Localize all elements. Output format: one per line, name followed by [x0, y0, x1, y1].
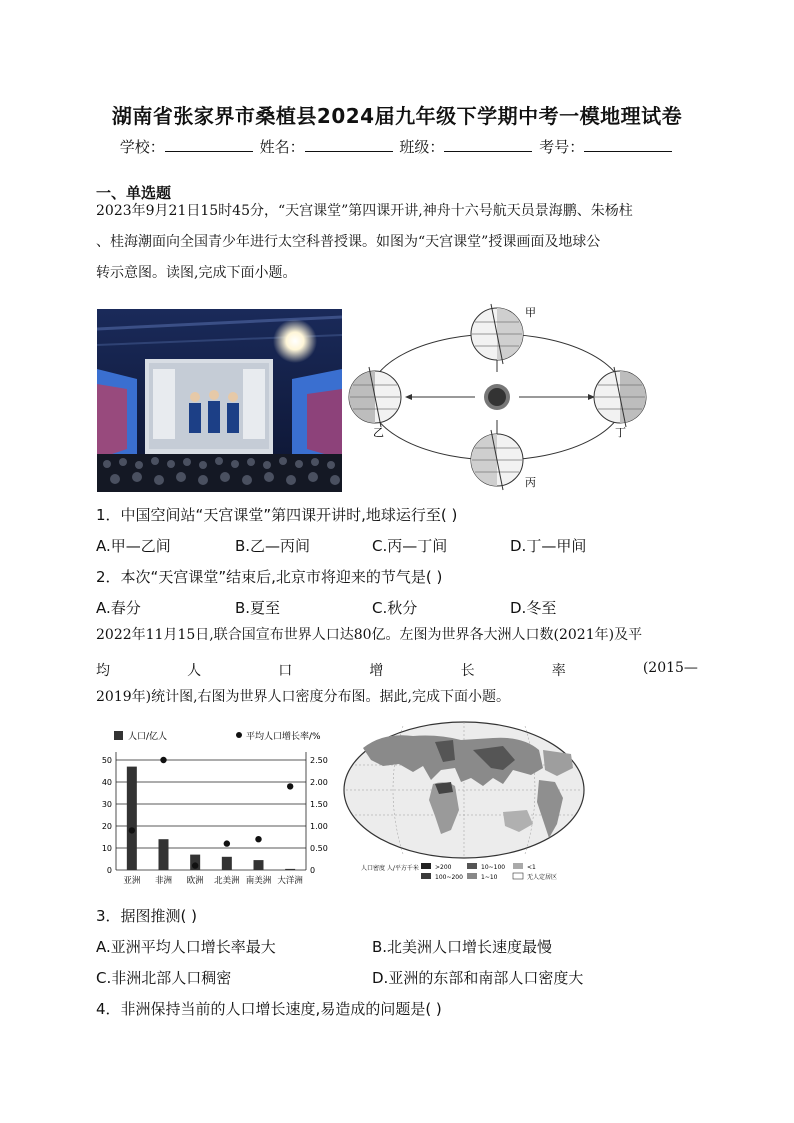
earth-ding-icon: [594, 367, 646, 427]
y-right-tick-label: 2.50: [310, 756, 328, 765]
name-blank[interactable]: [305, 137, 393, 152]
passage-2-word: 口: [278, 663, 293, 679]
q3-option-c[interactable]: C.非洲北部人口稠密: [96, 969, 232, 987]
q1-option-d[interactable]: D.丁—甲间: [510, 537, 587, 555]
population-chart: [94, 724, 342, 894]
legend-point-label: 平均人口增长率/%: [246, 732, 321, 742]
y-right-tick-label: 2.00: [310, 778, 328, 787]
name-label: 姓名：: [259, 138, 305, 156]
world-population-density-map: [343, 720, 585, 893]
x-category-label: 非洲: [154, 876, 173, 886]
q1-option-b[interactable]: B.乙—丙间: [235, 537, 311, 555]
q2-option-d[interactable]: D.冬至: [510, 599, 557, 617]
school-label: 学校：: [119, 138, 165, 156]
passage-2-line2: [96, 660, 698, 680]
y-right-tick-label: 0.50: [310, 844, 328, 853]
x-category-label: 北美洲: [214, 876, 240, 886]
map-legend-item: 10~100: [481, 864, 506, 871]
class-blank[interactable]: [444, 137, 532, 152]
student-info-line: [0, 136, 794, 157]
x-category-label: 欧洲: [186, 876, 204, 886]
passage-1-line1: 2023年9月21日15时45分，“天宫课堂”第四课开讲,神舟十六号航天员景海鹏、朱杨柱: [96, 203, 633, 219]
earth-bing-icon: [471, 430, 523, 490]
passage-2-word: 增: [369, 663, 384, 679]
data-point: [287, 783, 293, 789]
x-category-label: 亚洲: [123, 876, 141, 886]
legend-swatch: [421, 873, 431, 879]
question-2-stem: 2．本次“天宫课堂”结束后,北京市将迎来的节气是( ): [96, 568, 443, 586]
earth-revolution-diagram: [345, 302, 650, 494]
data-point: [192, 862, 198, 868]
y-left-tick-label: 40: [101, 778, 112, 787]
legend-point-swatch: [236, 732, 242, 738]
tiangong-classroom-photo: [97, 309, 342, 492]
legend-bar-label: 人口/亿人: [128, 732, 168, 742]
label-yi: 乙: [373, 426, 384, 439]
map-legend: [361, 863, 557, 881]
question-4-stem: 4．非洲保持当前的人口增长速度,易造成的问题是( ): [96, 1000, 442, 1018]
x-category-label: 南美洲: [245, 876, 272, 886]
bar: [285, 869, 295, 870]
passage-2-line3: 2019年)统计图,右图为世界人口密度分布图。据此,完成下面小题。: [96, 689, 510, 705]
exam-title: 湖南省张家界市桑植县2024届九年级下学期中考一模地理试卷: [111, 104, 683, 128]
school-blank[interactable]: [165, 137, 253, 152]
legend-swatch: [513, 863, 523, 869]
label-bing: 丙: [525, 476, 536, 489]
sun-icon: [484, 384, 510, 410]
y-left-tick-label: 0: [106, 866, 112, 875]
data-point: [224, 840, 230, 846]
bar: [127, 767, 137, 870]
q2-option-b[interactable]: B.夏至: [235, 599, 281, 617]
number-label: 考号：: [539, 138, 585, 156]
passage-2-word: 率: [551, 663, 566, 679]
passage-1-line2: 、桂海潮面向全国青少年进行太空科普授课。如图为“天宫课堂”授课画面及地球公: [96, 234, 601, 250]
legend-swatch: [467, 873, 477, 879]
data-point: [160, 757, 166, 763]
y-right-tick-label: 0: [310, 866, 316, 875]
label-jia: 甲: [525, 306, 536, 319]
map-legend-item: 100~200: [435, 874, 463, 881]
passage-1: [96, 196, 698, 289]
x-category-label: 大洋洲: [277, 876, 303, 886]
legend-swatch: [513, 873, 523, 879]
bar: [222, 857, 232, 870]
q3-option-a[interactable]: A.亚洲平均人口增长率最大: [96, 938, 276, 956]
q3-option-b[interactable]: B.北美洲人口增长速度最慢: [372, 938, 553, 956]
question-1-stem: 1．中国空间站“天宫课堂”第四课开讲时,地球运行至( ): [96, 506, 458, 524]
map-legend-item: 1~10: [481, 874, 498, 881]
y-left-tick-label: 50: [101, 756, 112, 765]
number-blank[interactable]: [584, 137, 672, 152]
chart-legend: [114, 730, 321, 742]
q2-option-a[interactable]: A.春分: [96, 599, 141, 617]
earth-yi-icon: [349, 367, 401, 427]
class-label: 班级：: [399, 138, 445, 156]
map-legend-title: 人口密度 人/平方千米: [361, 865, 419, 872]
passage-2-word: (2015—: [642, 660, 698, 676]
passage-2-word: 人: [187, 663, 202, 679]
bar: [159, 839, 169, 870]
passage-2-line1: 2022年11月15日,联合国宣布世界人口达80亿。左图为世界各大洲人口数(2021年)及平: [96, 627, 643, 643]
map-legend-item: <1: [527, 864, 536, 871]
legend-bar-swatch: [114, 731, 123, 740]
q1-option-c[interactable]: C.丙—丁间: [372, 537, 448, 555]
y-left-tick-label: 30: [101, 800, 112, 809]
legend-swatch: [467, 863, 477, 869]
y-right-tick-label: 1.00: [310, 822, 328, 831]
q2-option-c[interactable]: C.秋分: [372, 599, 418, 617]
bar: [254, 860, 264, 870]
passage-1-line3: 转示意图。读图,完成下面小题。: [96, 265, 297, 281]
y-right-tick-label: 1.50: [310, 800, 328, 809]
data-point: [129, 827, 135, 833]
map-legend-item: 无人定居区: [527, 874, 558, 881]
y-left-tick-label: 20: [101, 822, 112, 831]
legend-swatch: [421, 863, 431, 869]
section-heading: 一、单选题: [96, 184, 172, 202]
map-legend-item: >200: [435, 864, 452, 871]
earth-jia-icon: [471, 304, 523, 364]
label-ding: 丁: [615, 426, 626, 439]
y-left-tick-label: 10: [101, 844, 112, 853]
passage-2-word: 长: [460, 663, 475, 679]
passage-2-word: 均: [96, 663, 110, 679]
q3-option-d[interactable]: D.亚洲的东部和南部人口密度大: [372, 969, 584, 987]
q1-option-a[interactable]: A.甲—乙间: [96, 537, 171, 555]
data-point: [255, 836, 261, 842]
question-3-stem: 3．据图推测( ): [96, 907, 198, 925]
